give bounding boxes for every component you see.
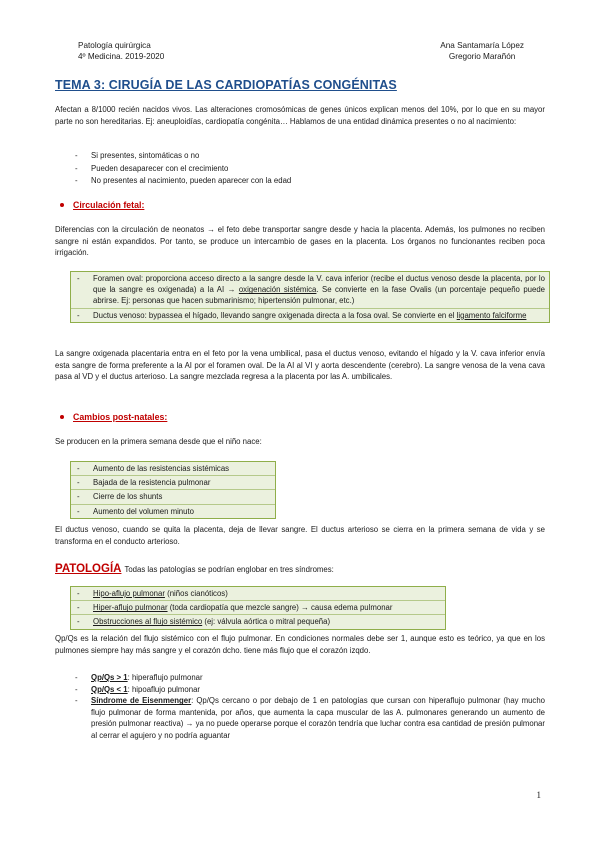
syndrome-name: Hiper-aflujo pulmonar <box>93 603 168 613</box>
qpqs-paragraph: Qp/Qs es la relación del flujo sistémico con el flujo pulmonar. En condiciones normales debe ser 1, aunque esto es teórico, ya que en los pulmones siempre hay más sangre y el corazón dcho. tiene más flujo que el corazón izqdo. <box>55 634 545 655</box>
list-item: - Bajada de la resistencia pulmonar <box>71 476 275 490</box>
postnatal-paragraph-2: El ductus venoso, cuando se quita la placenta, deja de llevar sangre. El ductus arterioso se cierra en la primera semana de vida y se transforma en el conducto arterioso. <box>55 525 545 546</box>
header-year: 4º Medicina. 2019-2020 <box>78 52 165 61</box>
intro-paragraph: Afectan a 8/1000 recién nacidos vivos. Las alteraciones cromosómicas de genes únicos explican menos del 10%, por lo que en su mayor parte no son hereditarias. Ej: aneuploidías, cardiopatía congénita… Hablamos de una entidad dinámica presentes o no al nacimiento: <box>55 105 545 126</box>
fetal-highlight-box <box>70 271 550 323</box>
list-item <box>71 615 445 628</box>
qpqs-term: Qp/Qs > 1 <box>91 673 128 682</box>
list-item: - Aumento del volumen minuto <box>71 505 275 518</box>
header-left <box>78 40 164 62</box>
list-item <box>71 601 445 615</box>
list-item <box>71 272 549 309</box>
page-title: TEMA 3: CIRUGÍA DE LAS CARDIOPATÍAS CONGÉNITAS <box>55 78 397 92</box>
syndromes-highlight-box <box>70 586 446 630</box>
qpqs-desc: : Qp/Qs cercano o por debajo de 1 en patologías que cursan con hiperaflujo pulmonar (hay mucho flujo pulmonar de forma mantenida, por años, que aumenta la capa muscular de las A. pulmonares generando un aumento de presión pulmonar reactiva) → ya no puede operarse porque el corazón tendría que luchar contra esa cantidad de presión pulmonar al cerrar el agujero y no podría aguantar <box>91 696 546 740</box>
list-item: - No presentes al nacimiento, pueden aparecer con la edad <box>75 175 291 188</box>
bullet-dot-icon <box>60 415 64 419</box>
foramen-text-rest: . Se convierte en la fase Ovalis (un porcentaje pequeño puede abrirse. Ej: personas que hacen submarinismo; hipertensión pulmonar, etc.) <box>93 285 546 306</box>
section-heading-postnatal <box>60 412 167 422</box>
syndrome-desc: (ej: válvula aórtica o mitral pequeña) <box>202 617 331 627</box>
qpqs-bullet-list <box>75 672 545 742</box>
list-item <box>71 587 445 601</box>
patologia-text: Todas las patologías se podrían englobar en tres síndromes: <box>124 565 334 574</box>
patologia-intro <box>55 563 334 575</box>
qpqs-term: Síndrome de Eisenmenger <box>91 696 192 706</box>
list-item <box>75 695 545 741</box>
header-author: Ana Santamaría López <box>440 41 524 50</box>
section-heading-text: Circulación fetal: <box>73 200 145 210</box>
qpqs-desc: : hiperaflujo pulmonar <box>127 673 203 682</box>
ductus-text: Ductus venoso: bypassea el hígado, llevando sangre oxigenada directa a la fosa oval. Se convierte en el <box>93 310 457 320</box>
qpqs-desc: : hipoaflujo pulmonar <box>127 684 201 694</box>
patologia-heading: PATOLOGÍA <box>55 563 122 575</box>
fetal-paragraph-2: La sangre oxigenada placentaria entra en el feto por la vena umbilical, pasa el ductus venoso, evitando el hígado y la V. cava inferior envía esta sangre de forma preferente a la AI por el foramen oval. De la AI al VI y aorta descendente (cerebro). La sangre venosa de la vena cava pasa al VD y el ductus arterioso. La sangre mezclada regresa a la placenta por las A. umbilicales. <box>55 349 545 382</box>
qpqs-term: Qp/Qs < 1 <box>91 684 128 694</box>
syndrome-name: Hipo-aflujo pulmonar <box>93 589 165 598</box>
list-item <box>75 672 545 684</box>
postnatal-paragraph: Se producen en la primera semana desde que el niño nace: <box>55 437 262 446</box>
syndrome-desc: (toda cardiopatía que mezcle sangre) → causa edema pulmonar <box>167 603 393 613</box>
postnatal-highlight-box <box>70 461 276 519</box>
page-number: 1 <box>536 790 541 800</box>
list-item: - Cierre de los shunts <box>71 490 275 504</box>
header-hospital: Gregorio Marañón <box>448 52 516 61</box>
list-item: - Pueden desaparecer con el crecimiento <box>75 163 291 176</box>
list-item: - Si presentes, sintomáticas o no <box>75 150 291 163</box>
section-heading-fetal <box>60 200 144 210</box>
list-item <box>71 309 549 322</box>
list-item <box>75 684 545 696</box>
intro-bullet-list <box>75 150 291 188</box>
header-course: Patología quirúrgica <box>78 41 151 50</box>
ductus-underlined: ligamento falciforme <box>456 310 527 320</box>
header-right <box>440 40 524 62</box>
bullet-dot-icon <box>60 203 64 207</box>
syndrome-desc: (niños cianóticos) <box>164 589 228 598</box>
foramen-text: Foramen oval: proporciona acceso directo a la sangre desde la V. cava inferior (recibe el ductus venoso desde la placenta, por lo que la sangre es oxigenada) a la AI → <box>93 274 545 295</box>
foramen-underlined: oxigenación sistémica <box>238 285 317 295</box>
list-item: - Aumento de las resistencias sistémicas <box>71 462 275 476</box>
syndrome-name: Obstrucciones al flujo sistémico <box>93 617 203 627</box>
section-heading-text: Cambios post-natales: <box>73 412 168 422</box>
fetal-paragraph: Diferencias con la circulación de neonatos → el feto debe transportar sangre desde y hacia la placenta. Además, los pulmones no reciben sangre ni están expandidos. Por tanto, se produce un intercambio de gases en la placenta. Los órganos no funcionantes reciben poca irrigación. <box>55 225 545 258</box>
